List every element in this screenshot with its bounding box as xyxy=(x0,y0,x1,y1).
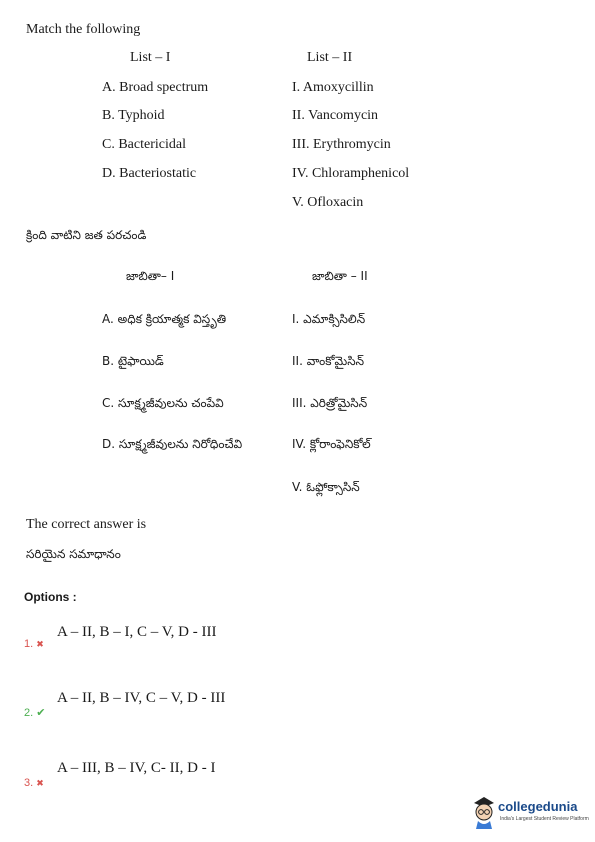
question-intro: Match the following xyxy=(26,22,141,37)
option-text[interactable]: A – II, B – I, C – V, D - III xyxy=(57,624,217,640)
list1-item: D. Bacteriostatic xyxy=(102,166,197,181)
list2-item: II. Vancomycin xyxy=(292,108,379,123)
answer-prompt: The correct answer is xyxy=(26,517,147,532)
option-2[interactable] xyxy=(24,703,45,721)
option-text[interactable]: A – III, B – IV, C- II, D - I xyxy=(57,760,216,776)
telugu-list2-item: III. ఎరిత్రోమైసిన్ xyxy=(292,396,368,410)
logo-tagline: India's Largest Student Review Platform xyxy=(500,816,589,822)
list1-item: B. Typhoid xyxy=(102,108,165,123)
telugu-list2-item: IV. క్లోరాంఫెనికోల్ xyxy=(292,437,371,451)
cross-icon: ✖ xyxy=(36,779,44,789)
mascot-icon xyxy=(470,795,498,829)
list2-item: III. Erythromycin xyxy=(292,137,391,152)
option-3[interactable] xyxy=(24,773,44,791)
telugu-list2-item: II. వాంకోమైసిన్ xyxy=(292,354,365,368)
list1-header: List – I xyxy=(130,50,171,65)
list2-item: V. Ofloxacin xyxy=(292,195,364,210)
option-number: 3. xyxy=(24,777,34,789)
list1-item: A. Broad spectrum xyxy=(102,80,209,95)
cross-icon: ✖ xyxy=(36,640,44,650)
option-text[interactable]: A – II, B – IV, C – V, D - III xyxy=(57,690,226,706)
list2-item: I. Amoxycillin xyxy=(292,80,374,95)
option-number: 2. xyxy=(24,707,34,719)
telugu-intro: క్రింది వాటిని జత పరచండి xyxy=(26,228,147,242)
telugu-list2-item: V. ఓఫ్లోక్సాసిన్ xyxy=(292,480,360,494)
logo-name: collegedunia xyxy=(498,799,578,814)
telugu-list2-header: జాబితా – II xyxy=(312,269,368,283)
collegedunia-logo xyxy=(470,795,590,831)
telugu-list1-header: జాబితా– I xyxy=(126,269,175,283)
options-label: Options : xyxy=(24,590,77,604)
telugu-list1-item: A. అధిక క్రియాత్మక విస్తృతి xyxy=(102,312,227,326)
telugu-list1-item: C. సూక్ష్మజీవులను చంపేవి xyxy=(102,396,224,410)
telugu-list1-item: D. సూక్ష్మజీవులను నిరోధించేవి xyxy=(102,437,243,451)
list1-item: C. Bactericidal xyxy=(102,137,186,152)
option-1[interactable] xyxy=(24,634,44,652)
list2-header: List – II xyxy=(307,50,353,65)
check-icon: ✔ xyxy=(36,706,46,719)
answer-prompt-telugu: సరియైన సమాధానం xyxy=(26,547,121,561)
telugu-list2-item: I. ఎమాక్సిసిలిన్ xyxy=(292,312,366,326)
list2-item: IV. Chloramphenicol xyxy=(292,166,410,181)
telugu-list1-item: B. టైఫాయిడ్ xyxy=(102,354,164,368)
option-number: 1. xyxy=(24,638,34,650)
